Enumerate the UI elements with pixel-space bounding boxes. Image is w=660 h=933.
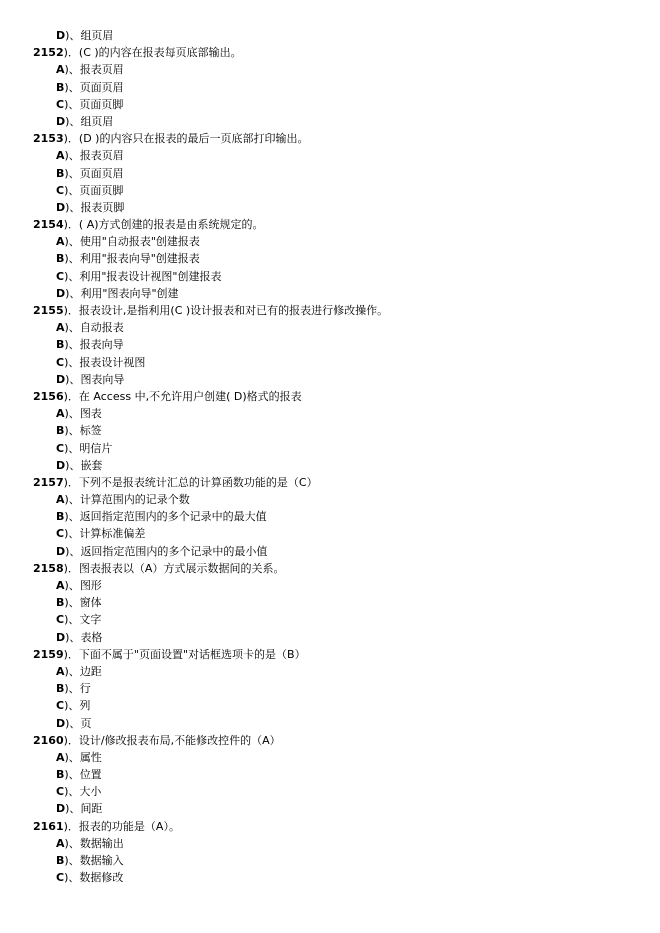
question-line (0, 646, 660, 663)
question-text: (C )的内容在报表每页底部输出。 (78, 46, 242, 60)
option-line (0, 354, 660, 371)
option-key: A (56, 407, 65, 421)
option-text: 计算范围内的记录个数 (79, 493, 190, 507)
option-text: 表格 (80, 630, 103, 644)
option-text: 大小 (79, 785, 102, 799)
option-line (0, 319, 660, 336)
question-number: 2159 (33, 647, 64, 661)
option-text: 页 (80, 716, 92, 730)
option-text: 图表向导 (80, 372, 125, 386)
option-line (0, 869, 660, 886)
separator: )． (63, 46, 79, 60)
question-line (0, 474, 660, 491)
question-number: 2160 (33, 733, 64, 747)
option-key: D (56, 200, 66, 214)
option-line (0, 96, 660, 113)
separator: )、 (64, 579, 80, 592)
option-text: 明信片 (79, 441, 113, 455)
option-key: D (56, 630, 66, 644)
question-number: 2157 (33, 475, 64, 489)
option-line (0, 457, 660, 474)
separator: )、 (65, 458, 81, 472)
option-text: 嵌套 (80, 458, 103, 472)
question-text: 下面不属于"页面设置"对话框选项卡的是（B） (78, 647, 306, 661)
option-line (0, 61, 660, 78)
option-text: 返回指定范围内的多个记录中的最大值 (79, 510, 267, 524)
option-key: B (56, 252, 65, 266)
option-text: 间距 (80, 802, 103, 816)
separator: )． (63, 819, 79, 833)
option-line (0, 715, 660, 732)
option-key: A (56, 579, 65, 592)
option-text: 自动报表 (79, 321, 124, 335)
separator: )、 (64, 871, 80, 885)
option-text: 页面页脚 (79, 183, 124, 197)
separator: )、 (64, 97, 80, 111)
question-line (0, 44, 660, 61)
option-key: C (56, 97, 65, 111)
option-text: 计算标准偏差 (79, 527, 146, 541)
option-line (0, 800, 660, 817)
separator: )、 (64, 149, 80, 163)
option-text: 位置 (79, 768, 102, 782)
question-line (0, 130, 660, 147)
separator: )． (63, 132, 79, 146)
separator: )、 (64, 768, 80, 782)
option-key: A (56, 321, 65, 335)
option-key: A (56, 493, 65, 507)
separator: )． (63, 733, 79, 747)
question-number: 2152 (33, 46, 64, 60)
option-line (0, 27, 660, 44)
option-key: D (56, 716, 66, 730)
option-text: 报表页脚 (80, 200, 125, 214)
option-line (0, 766, 660, 783)
option-text: 标签 (79, 424, 102, 438)
separator: )、 (65, 802, 81, 816)
option-text: 利用"图表向导"创建 (80, 286, 179, 300)
option-line (0, 285, 660, 302)
question-number: 2154 (33, 218, 64, 232)
option-text: 数据输入 (79, 854, 124, 867)
option-line (0, 491, 660, 508)
option-line (0, 629, 660, 646)
separator: )、 (64, 493, 80, 507)
separator: )、 (64, 785, 80, 799)
option-key: C (56, 527, 65, 541)
option-key: B (56, 682, 65, 696)
separator: )、 (64, 321, 80, 335)
separator: )、 (65, 544, 81, 558)
option-text: 报表向导 (79, 338, 124, 352)
question-text: 报表设计,是指利用(C )设计报表和对已有的报表进行修改操作。 (78, 304, 389, 317)
separator: )、 (64, 424, 80, 438)
option-line (0, 611, 660, 628)
option-line (0, 663, 660, 680)
option-key: C (56, 699, 65, 713)
option-line (0, 440, 660, 457)
option-text: 报表设计视图 (79, 355, 146, 369)
option-line (0, 543, 660, 560)
separator: )、 (64, 63, 80, 77)
separator: )、 (64, 613, 80, 627)
question-text: (D )的内容只在报表的最后一页底部打印输出。 (78, 132, 309, 146)
option-line (0, 268, 660, 285)
question-text: ( A)方式创建的报表是由系统规定的。 (78, 218, 264, 232)
option-line (0, 113, 660, 130)
option-text: 窗体 (79, 596, 102, 610)
option-key: D (56, 802, 66, 816)
separator: )、 (64, 527, 80, 541)
option-text: 行 (79, 682, 91, 696)
option-line (0, 79, 660, 96)
option-line (0, 697, 660, 714)
separator: )、 (64, 596, 80, 610)
question-text: 下列不是报表统计汇总的计算函数功能的是（C） (78, 475, 318, 489)
option-key: B (56, 854, 65, 867)
question-number: 2161 (33, 819, 64, 833)
option-line (0, 835, 660, 852)
separator: )、 (65, 630, 81, 644)
separator: )、 (64, 836, 80, 850)
separator: )． (63, 561, 79, 575)
separator: )、 (64, 750, 80, 764)
option-key: C (56, 269, 65, 283)
question-text: 在 Access 中,不允许用户创建( D)格式的报表 (78, 389, 302, 403)
separator: )、 (64, 235, 80, 249)
option-key: C (56, 183, 65, 197)
option-key: C (56, 785, 65, 799)
option-text: 页面页脚 (79, 97, 124, 111)
separator: )、 (64, 699, 80, 713)
separator: )、 (64, 252, 80, 266)
option-key: D (56, 458, 66, 472)
option-key: A (56, 63, 65, 77)
option-line (0, 852, 660, 869)
option-key: B (56, 510, 65, 524)
separator: )、 (64, 664, 80, 678)
option-line (0, 680, 660, 697)
option-line (0, 525, 660, 542)
question-line (0, 560, 660, 577)
option-text: 图形 (79, 579, 102, 592)
option-key: C (56, 871, 65, 885)
option-text: 属性 (79, 750, 102, 764)
option-line (0, 336, 660, 353)
option-key: B (56, 424, 65, 438)
option-text: 列 (79, 699, 91, 713)
option-key: A (56, 836, 65, 850)
separator: )、 (65, 372, 81, 386)
option-key: A (56, 664, 65, 678)
separator: )、 (65, 716, 81, 730)
option-text: 组页眉 (80, 29, 114, 42)
option-line (0, 233, 660, 250)
separator: )、 (64, 854, 80, 867)
separator: )、 (65, 29, 81, 42)
question-line (0, 302, 660, 319)
option-key: D (56, 286, 66, 300)
separator: )、 (65, 286, 81, 300)
option-key: D (56, 544, 66, 558)
separator: )． (63, 647, 79, 661)
option-text: 文字 (79, 613, 102, 627)
option-line (0, 182, 660, 199)
option-text: 报表页眉 (79, 63, 124, 77)
option-text: 利用"报表向导"创建报表 (79, 252, 200, 266)
separator: )、 (65, 114, 81, 128)
separator: )． (63, 218, 79, 232)
option-key: B (56, 80, 65, 94)
option-line (0, 422, 660, 439)
option-key: D (56, 29, 66, 42)
option-line (0, 749, 660, 766)
option-line (0, 577, 660, 594)
question-line (0, 818, 660, 835)
option-text: 使用"自动报表"创建报表 (79, 235, 200, 249)
option-text: 数据修改 (79, 871, 124, 885)
question-text: 图表报表以（A）方式展示数据间的关系。 (78, 561, 285, 575)
separator: )、 (64, 338, 80, 352)
option-line (0, 199, 660, 216)
option-key: A (56, 750, 65, 764)
question-line (0, 732, 660, 749)
question-line (0, 216, 660, 233)
option-key: B (56, 166, 65, 180)
question-text: 设计/修改报表布局,不能修改控件的（A） (78, 733, 281, 747)
option-text: 利用"报表设计视图"创建报表 (79, 269, 222, 283)
question-number: 2158 (33, 561, 64, 575)
option-line (0, 594, 660, 611)
separator: )、 (64, 269, 80, 283)
option-key: B (56, 596, 65, 610)
separator: )、 (64, 510, 80, 524)
option-key: C (56, 441, 65, 455)
separator: )． (63, 475, 79, 489)
separator: )、 (64, 441, 80, 455)
option-key: A (56, 235, 65, 249)
separator: )、 (65, 200, 81, 214)
option-line (0, 783, 660, 800)
option-line (0, 165, 660, 182)
question-number: 2156 (33, 389, 64, 403)
option-line (0, 371, 660, 388)
option-text: 报表页眉 (79, 149, 124, 163)
option-line (0, 147, 660, 164)
option-key: D (56, 114, 66, 128)
separator: )、 (64, 355, 80, 369)
option-text: 页面页眉 (79, 166, 124, 180)
option-key: D (56, 372, 66, 386)
question-text: 报表的功能是（A）。 (78, 819, 180, 833)
option-text: 数据输出 (79, 836, 124, 850)
separator: )． (63, 389, 79, 403)
separator: )、 (64, 682, 80, 696)
document-page (0, 27, 660, 886)
option-text: 页面页眉 (79, 80, 124, 94)
question-number: 2155 (33, 304, 64, 317)
option-text: 组页眉 (80, 114, 114, 128)
question-number: 2153 (33, 132, 64, 146)
option-text: 图表 (79, 407, 102, 421)
separator: )、 (64, 166, 80, 180)
question-line (0, 388, 660, 405)
separator: )、 (64, 407, 80, 421)
option-key: C (56, 355, 65, 369)
separator: )、 (64, 80, 80, 94)
option-key: B (56, 338, 65, 352)
option-key: C (56, 613, 65, 627)
option-key: A (56, 149, 65, 163)
option-text: 返回指定范围内的多个记录中的最小值 (80, 544, 268, 558)
option-text: 边距 (79, 664, 102, 678)
option-line (0, 250, 660, 267)
option-key: B (56, 768, 65, 782)
option-line (0, 508, 660, 525)
option-line (0, 405, 660, 422)
separator: )、 (64, 183, 80, 197)
separator: )． (63, 304, 79, 317)
